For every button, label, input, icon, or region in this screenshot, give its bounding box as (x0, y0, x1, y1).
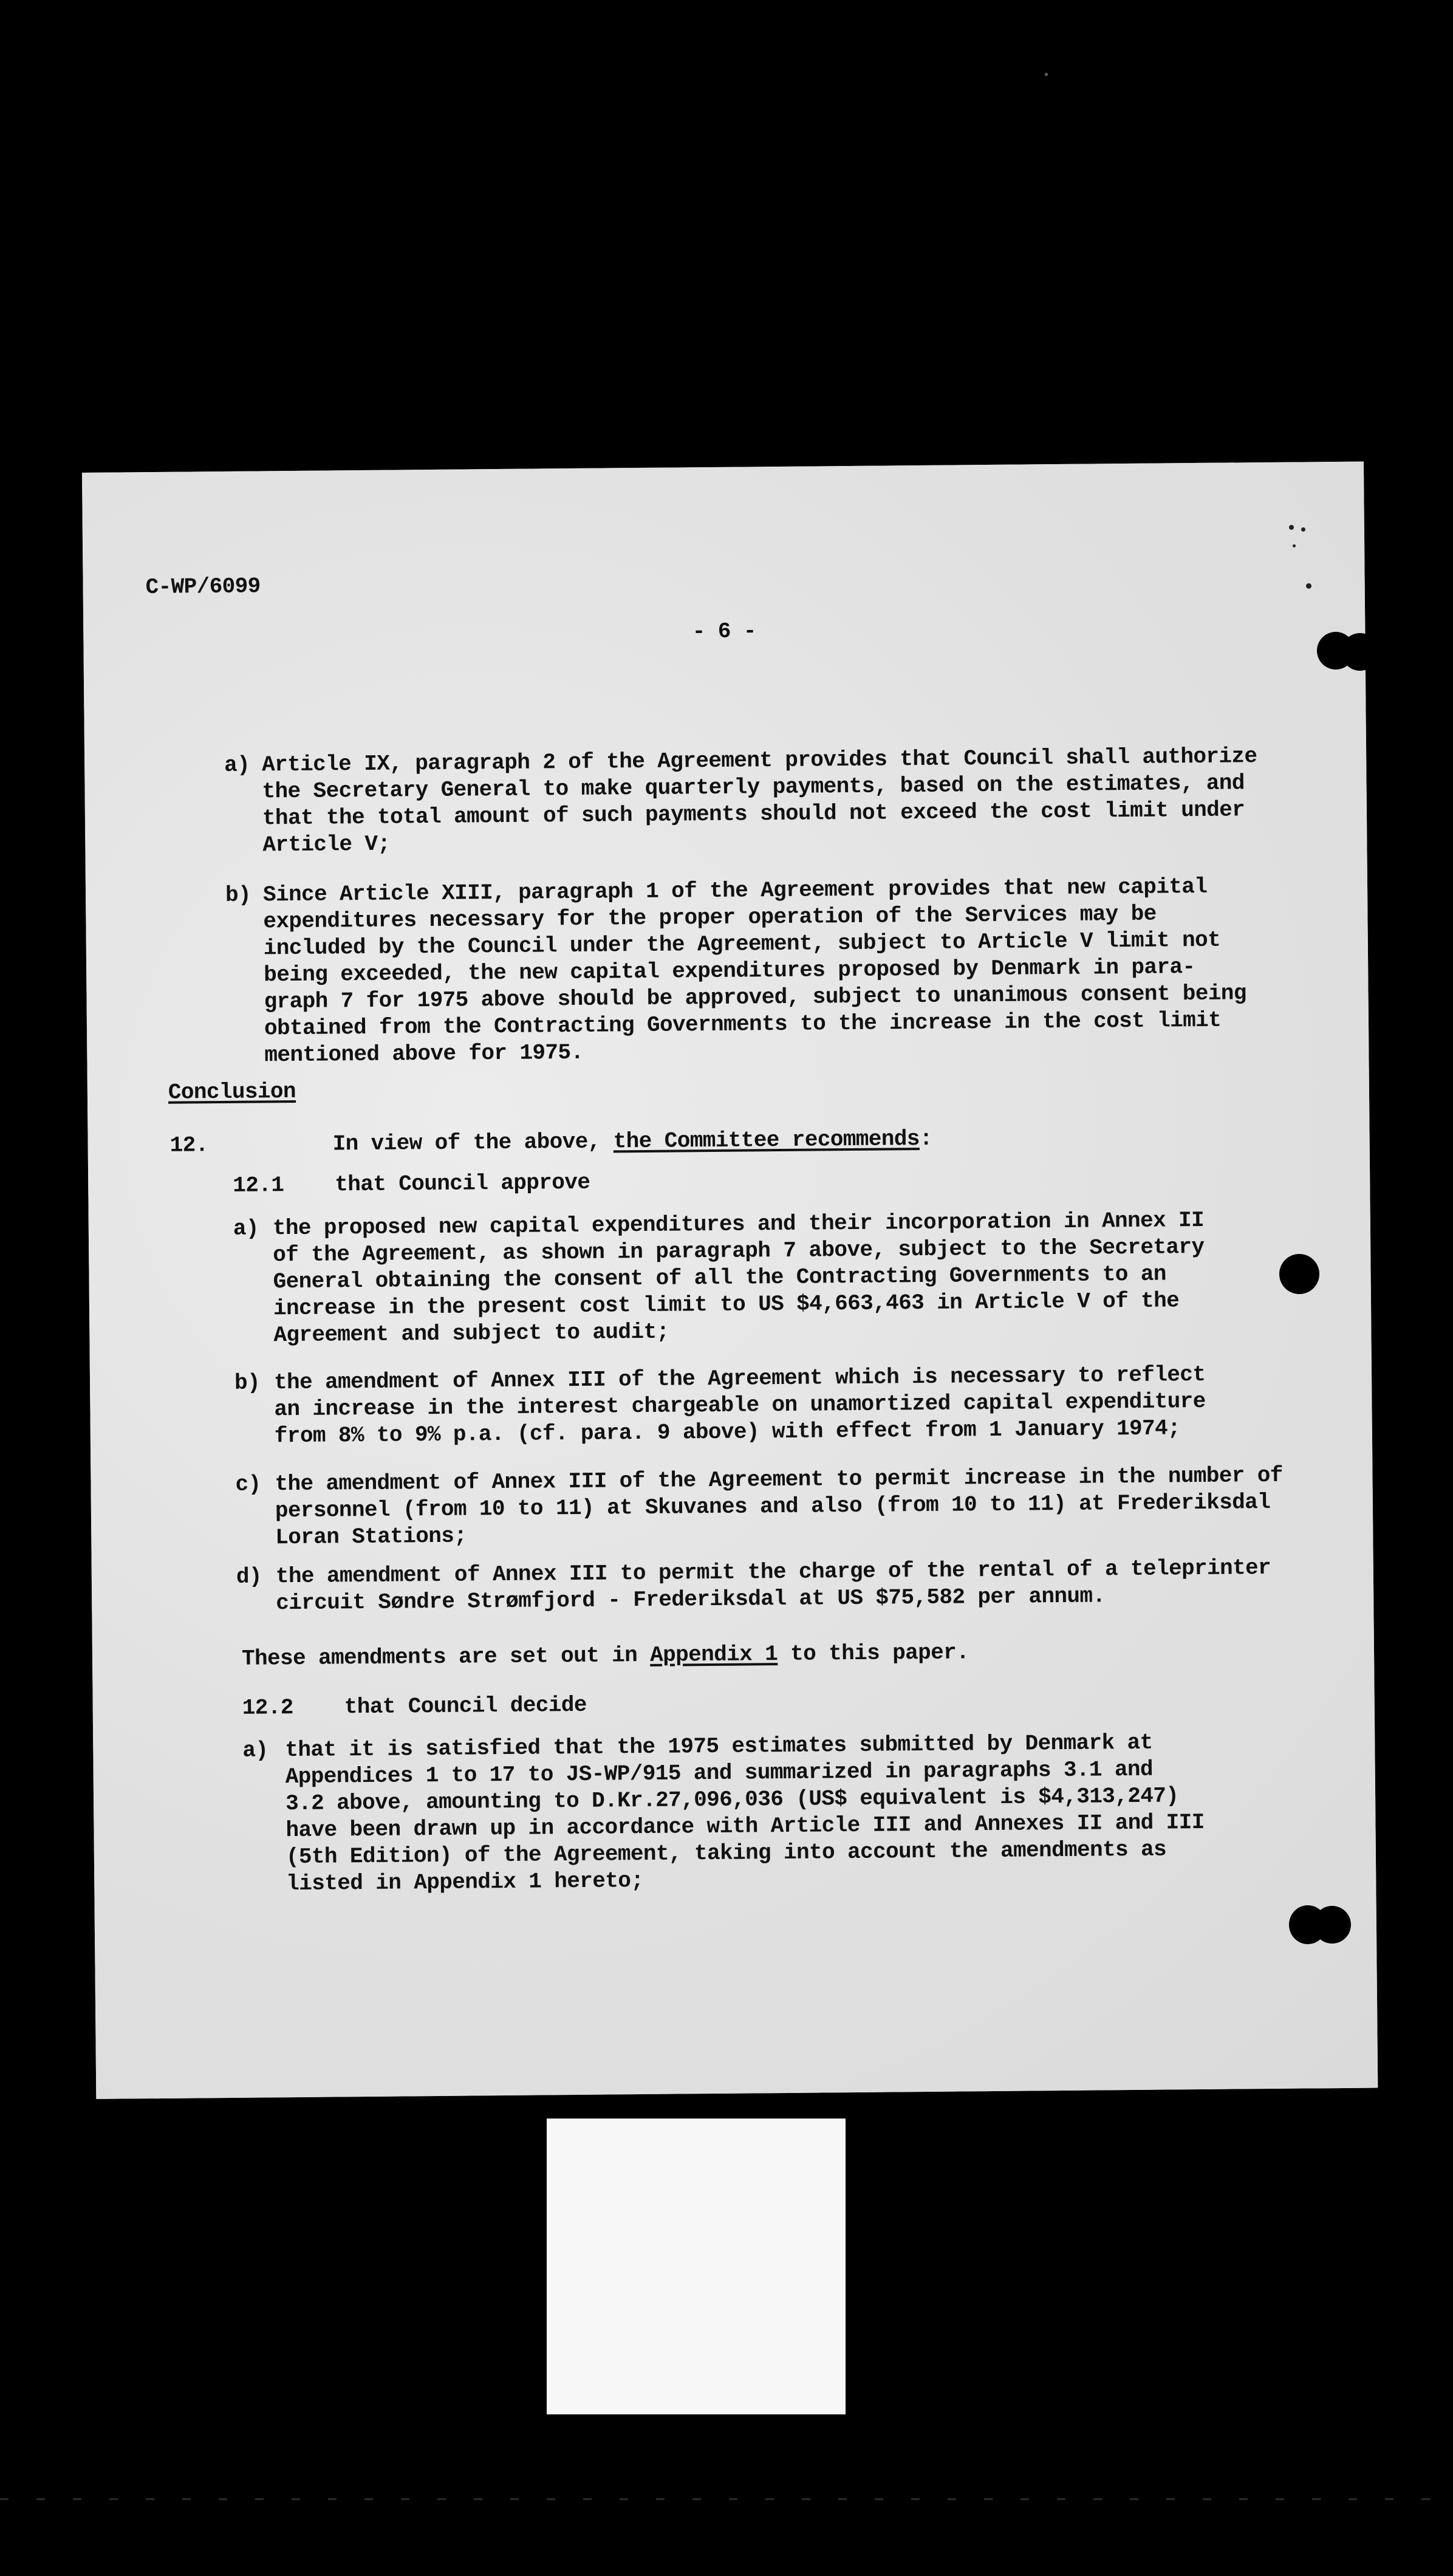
text-line: Article V; (262, 831, 391, 858)
speck (1293, 544, 1296, 547)
page-number: - 6 - (692, 618, 757, 645)
text: These amendments are set out in (241, 1642, 651, 1671)
paragraph-text: that Council approve (335, 1170, 590, 1197)
paragraph-12-text (332, 1126, 932, 1158)
text-line: that it is satisfied that the 1975 estimates submitted by Denmark at (285, 1730, 1153, 1763)
text-line: the proposed new capital expenditures and their incorporation in Annex II (272, 1207, 1205, 1241)
paragraph-number: 12. (169, 1132, 208, 1158)
text: to this paper. (778, 1640, 969, 1667)
text-line: that the total amount of such payments should not exceed the cost limit under (262, 797, 1245, 831)
document-page (82, 462, 1378, 2099)
punch-hole-mark (1313, 1906, 1351, 1944)
item-label: a) (242, 1738, 268, 1763)
text-line: have been drawn up in accordance with Article III and Annexes II and III (285, 1809, 1205, 1843)
speck (1045, 73, 1048, 76)
item-label: c) (235, 1471, 261, 1497)
item-label: a) (224, 752, 250, 778)
item-body (262, 743, 1258, 858)
text-line: being exceeded, the new capital expenditures proposed by Denmark in para- (264, 954, 1195, 988)
item-label: b) (225, 882, 251, 908)
text-line: obtained from the Contracting Governments to the increase in the cost limit (264, 1007, 1222, 1041)
text-line: listed in Appendix 1 hereto; (286, 1868, 644, 1897)
item-body (276, 1555, 1271, 1617)
blank-card (547, 2119, 846, 2414)
text-line: Article IX, paragraph 2 of the Agreement provides that Council shall authorize (262, 744, 1257, 778)
item-body (285, 1729, 1205, 1897)
text-line: personnel (from 10 to 11) at Skuvanes and also (from 10 to 11) at Frederiksdal (275, 1489, 1271, 1524)
item-body (273, 1207, 1205, 1349)
paragraph-number: 12.1 (233, 1173, 284, 1198)
text-line: Loran Stations; (275, 1523, 467, 1550)
text: : (919, 1126, 932, 1152)
text-line: Since Article XIII, paragraph 1 of the Agreement provides that new capital (262, 874, 1208, 908)
text-line: 3.2 above, amounting to D.Kr.27,096,036 (US$ equivalent is $4,313,247) (285, 1783, 1179, 1817)
text-line: Agreement and subject to audit; (273, 1319, 669, 1348)
text-line: Appendices 1 to 17 to JS-WP/915 and summarized in paragraphs 3.1 and (285, 1756, 1154, 1790)
text-line: General obtaining the consent of all the Contracting Governments to an (273, 1261, 1167, 1295)
scan-artifact-line (0, 2498, 1453, 2500)
text-line: the amendment of Annex III of the Agreement to permit increase in the number of (275, 1462, 1283, 1497)
text-line: expenditures necessary for the proper operation of the Services may be (263, 901, 1157, 934)
text-line: increase in the present cost limit to US $4,663,463 in Article V of the (273, 1288, 1180, 1321)
text-line: the amendment of Annex III to permit the charge of the rental of a teleprinter (275, 1555, 1271, 1589)
text-line: an increase in the interest chargeable on unamortized capital expenditure (274, 1388, 1206, 1422)
item-body (274, 1362, 1206, 1450)
punch-hole-mark (1341, 633, 1379, 671)
text-line: included by the Council under the Agreement, subject to Article V limit not (263, 927, 1221, 961)
appendix-reference: Appendix 1 (649, 1642, 778, 1668)
text-line: graph 7 for 1975 above should be approved, subject to unanimous consent being (264, 981, 1247, 1015)
text-line: the Secretary General to make quarterly payments, based on the estimates, and (262, 770, 1245, 804)
item-label: d) (236, 1564, 262, 1589)
speck (1306, 583, 1311, 589)
paragraph-text: that Council decide (344, 1692, 587, 1720)
item-body (275, 1462, 1283, 1551)
conclusion-heading: Conclusion (168, 1078, 296, 1105)
underlined-text: the Committee recommends (613, 1126, 920, 1154)
text-line: (5th Edition) of the Agreement, taking into account the amendments as (285, 1837, 1167, 1870)
speck (1301, 527, 1305, 532)
text: In view of the above, (332, 1129, 614, 1157)
item-label: a) (233, 1216, 259, 1241)
amendments-note (242, 1639, 969, 1672)
paragraph-number: 12.2 (242, 1695, 293, 1721)
item-body (263, 873, 1247, 1069)
item-label: b) (234, 1370, 261, 1396)
text-line: of the Agreement, as shown in paragraph 7 above, subject to the Secretary (273, 1234, 1205, 1268)
text-line: mentioned above for 1975. (264, 1040, 584, 1068)
text-line: from 8% to 9% p.a. (cf. para. 9 above) with effect from 1 January 1974; (274, 1416, 1181, 1449)
text-line: the amendment of Annex III of the Agreement which is necessary to reflect (273, 1362, 1206, 1396)
document-reference: C-WP/6099 (145, 574, 261, 600)
text-line: circuit Søndre Strømfjord - Frederiksdal at US $75,582 per annum. (276, 1583, 1106, 1616)
punch-hole-mark (1279, 1254, 1319, 1294)
speck (1289, 525, 1294, 530)
